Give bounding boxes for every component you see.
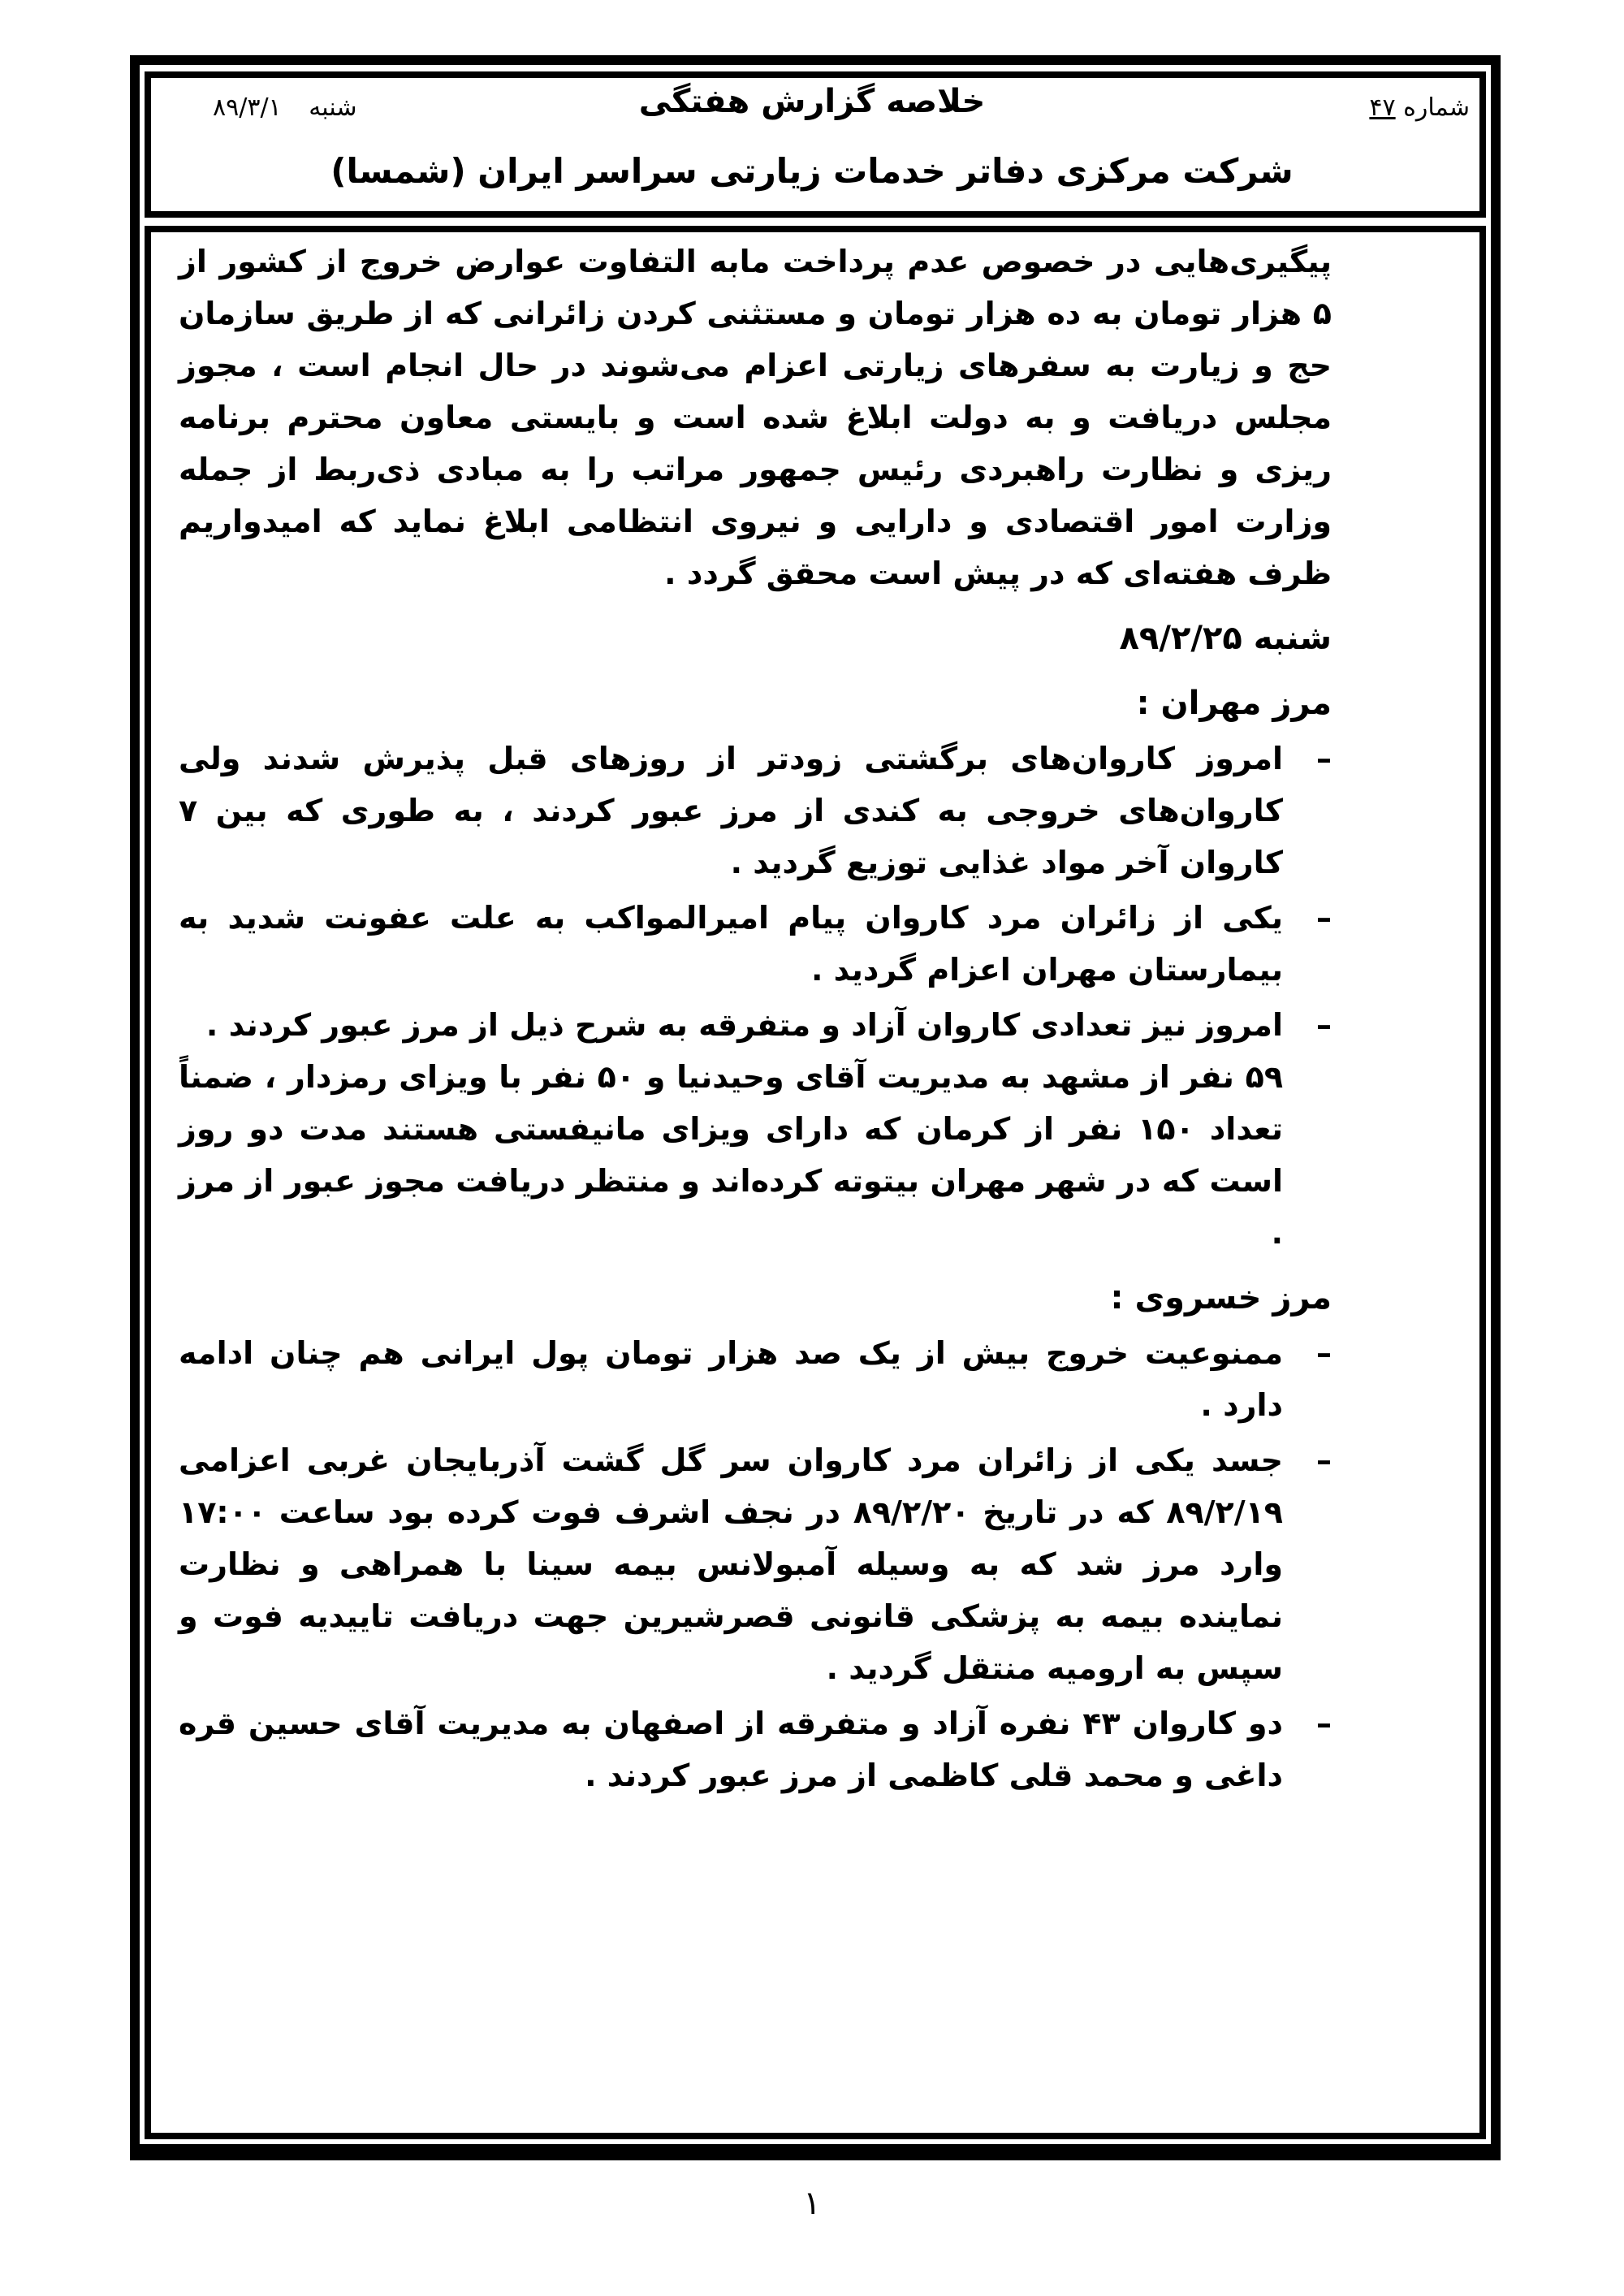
bullet-dash: – bbox=[1316, 1007, 1332, 1043]
bullet-dash: – bbox=[1316, 1335, 1332, 1371]
report-body bbox=[179, 236, 1332, 1801]
bullet-dash: – bbox=[1316, 1442, 1332, 1478]
bullet-dash: – bbox=[1316, 1706, 1332, 1741]
list-item: – امروز کاروان‌های برگشتی زودتر از روزهای قبل پذیرش شدند ولی کاروان‌های خروجی به کندی از مرز عبور کردند ، به طوری که بین ۷ کاروان آخر مواد غذایی توزیع گردید . bbox=[179, 733, 1332, 889]
intro-paragraph: پیگیری‌هایی در خصوص عدم پرداخت مابه التفاوت عوارض خروج از کشور از ۵ هزار تومان به ده هزار تومان و مستثنی کردن زائرانی که از طریق سازمان حج و زیارت به سفرهای زیارتی اعزام می‌شوند در حال انجام است ، مجوز مجلس دریافت و به دولت ابلاغ شده است و بایستی معاون محترم برنامه ریزی و نظارت راهبردی رئیس جمهور مراتب را به مبادی ذی‌ربط از جمله وزارت امور اقتصادی و دارایی و نیروی انتظامی ابلاغ نماید که امیدواریم ظرف هفته‌ای که در پیش است محقق گردد . bbox=[179, 244, 1332, 591]
list-item: – دو کاروان ۴۳ نفره آزاد و متفرقه از اصفهان به مدیریت آقای حسین قره داغی و محمد قلی کاظمی از مرز عبور کردند . bbox=[179, 1697, 1332, 1801]
bullet-dash: – bbox=[1316, 900, 1332, 936]
report-date-value: ۸۹/۳/۱ bbox=[213, 93, 282, 122]
list-item: – ممنوعیت خروج بیش از یک صد هزار تومان پول ایرانی هم چنان ادامه دارد . bbox=[179, 1327, 1332, 1431]
date-heading: شنبه ۸۹/۲/۲۵ bbox=[1119, 620, 1332, 657]
company-name: شرکت مرکزی دفاتر خدمات زیارتی سراسر ایران (شمسا) bbox=[330, 151, 1294, 191]
list-item: – یکی از زائران مرد کاروان پیام امیرالمواکب به علت عفونت شدید به بیمارستان مهران اعزام گردید . bbox=[179, 892, 1332, 996]
report-number-label: شماره bbox=[1403, 93, 1470, 122]
list-item: – امروز نیز تعدادی کاروان آزاد و متفرقه به شرح ذیل از مرز عبور کردند . bbox=[179, 999, 1332, 1051]
page-number: ۱ bbox=[803, 2185, 821, 2222]
section-heading-mehran: مرز مهران : bbox=[1136, 685, 1332, 722]
bullet-dash: – bbox=[1316, 741, 1332, 776]
report-title: خلاصه گزارش هفتگی bbox=[638, 83, 986, 120]
list-item: – جسد یکی از زائران مرد کاروان سر گل گشت آذربایجان غربی اعزامی ۸۹/۲/۱۹ که در تاریخ ۸۹/۲/۲۰ در نجف اشرف فوت کرده بود ساعت ۱۷:۰۰ وارد مرز شد که به وسیله آمبولانس بیمه سینا با همراهی و نظارت نماینده بیمه به پزشکی قانونی قصرشیرین جهت دریافت تاییدیه فوت و سپس به ارومیه منتقل گردید . bbox=[179, 1434, 1332, 1694]
report-day: شنبه bbox=[309, 93, 357, 122]
section-heading-khosravi: مرز خسروی : bbox=[1110, 1279, 1332, 1317]
report-number-value: ۴۷ bbox=[1369, 93, 1396, 122]
bottom-rule bbox=[130, 2144, 1501, 2152]
list-item-continuation: ۵۹ نفر از مشهد به مدیریت آقای وحیدنیا و ۵۰ نفر با ویزای رمزدار ، ضمناً تعداد ۱۵۰ نفر از کرمان که دارای ویزای مانیفستی هستند مدت دو روز است که در شهر مهران بیتوته کرده‌اند و منتظر دریافت مجوز عبور از مرز . bbox=[179, 1059, 1284, 1251]
report-date bbox=[193, 93, 357, 122]
